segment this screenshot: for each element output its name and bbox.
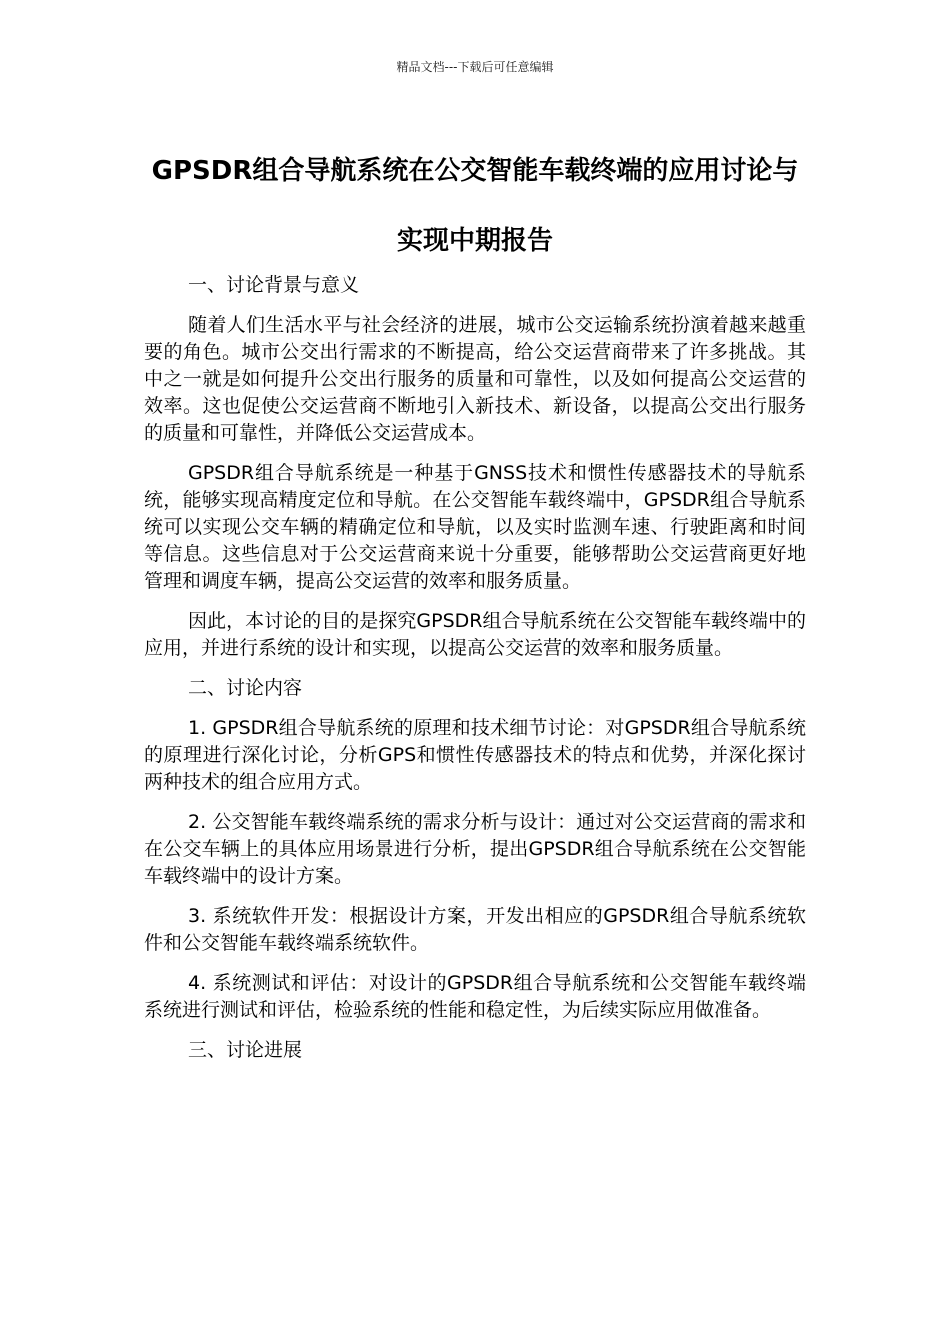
- body-paragraph: 因此，本讨论的目的是探究GPSDR组合导航系统在公交智能车载终端中的应用，并进行系统的设计和实现，以提高公交运营的效率和服务质量。: [144, 610, 806, 659]
- body-paragraph: GPSDR组合导航系统是一种基于GNSS技术和惯性传感器技术的导航系统，能够实现高精度定位和导航。在公交智能车载终端中，GPSDR组合导航系统可以实现公交车辆的精确定位和导航，以及实时监测车速、行驶距离和时间等信息。这些信息对于公交运营商来说十分重要，能够帮助公交运营商更好地管理和调度车辆，提高公交运营的效率和服务质量。: [144, 462, 806, 592]
- document-body: [144, 272, 806, 1077]
- list-item-paragraph: 2. 公交智能车载终端系统的需求分析与设计：通过对公交运营商的需求和在公交车辆上的具体应用场景进行分析，提出GPSDR组合导航系统在公交智能车载终端中的设计方案。: [144, 811, 806, 887]
- header-watermark: 精品文档---下载后可任意编辑: [396, 60, 554, 74]
- document-title: GPSDR组合导航系统在公交智能车载终端的应用讨论与实现中期报告: [151, 156, 799, 256]
- list-item-paragraph: 3. 系统软件开发：根据设计方案，开发出相应的GPSDR组合导航系统软件和公交智能车载终端系统软件。: [144, 905, 806, 954]
- list-item-paragraph: 4. 系统测试和评估：对设计的GPSDR组合导航系统和公交智能车载终端系统进行测试和评估，检验系统的性能和稳定性，为后续实际应用做准备。: [144, 972, 806, 1021]
- section-heading: 二、讨论内容: [188, 677, 303, 699]
- section-heading: 三、讨论进展: [188, 1039, 303, 1061]
- section-heading: 一、讨论背景与意义: [188, 274, 360, 296]
- list-item-paragraph: 1. GPSDR组合导航系统的原理和技术细节讨论：对GPSDR组合导航系统的原理进行深化讨论，分析GPS和惯性传感器技术的特点和优势，并深化探讨两种技术的组合应用方式。: [144, 717, 806, 793]
- body-paragraph: 随着人们生活水平与社会经济的进展，城市公交运输系统扮演着越来越重要的角色。城市公交出行需求的不断提高，给公交运营商带来了许多挑战。其中之一就是如何提升公交出行服务的质量和可靠性，以及如何提高公交运营的效率。这也促使公交运营商不断地引入新技术、新设备，以提高公交出行服务的质量和可靠性，并降低公交运营成本。: [144, 314, 806, 444]
